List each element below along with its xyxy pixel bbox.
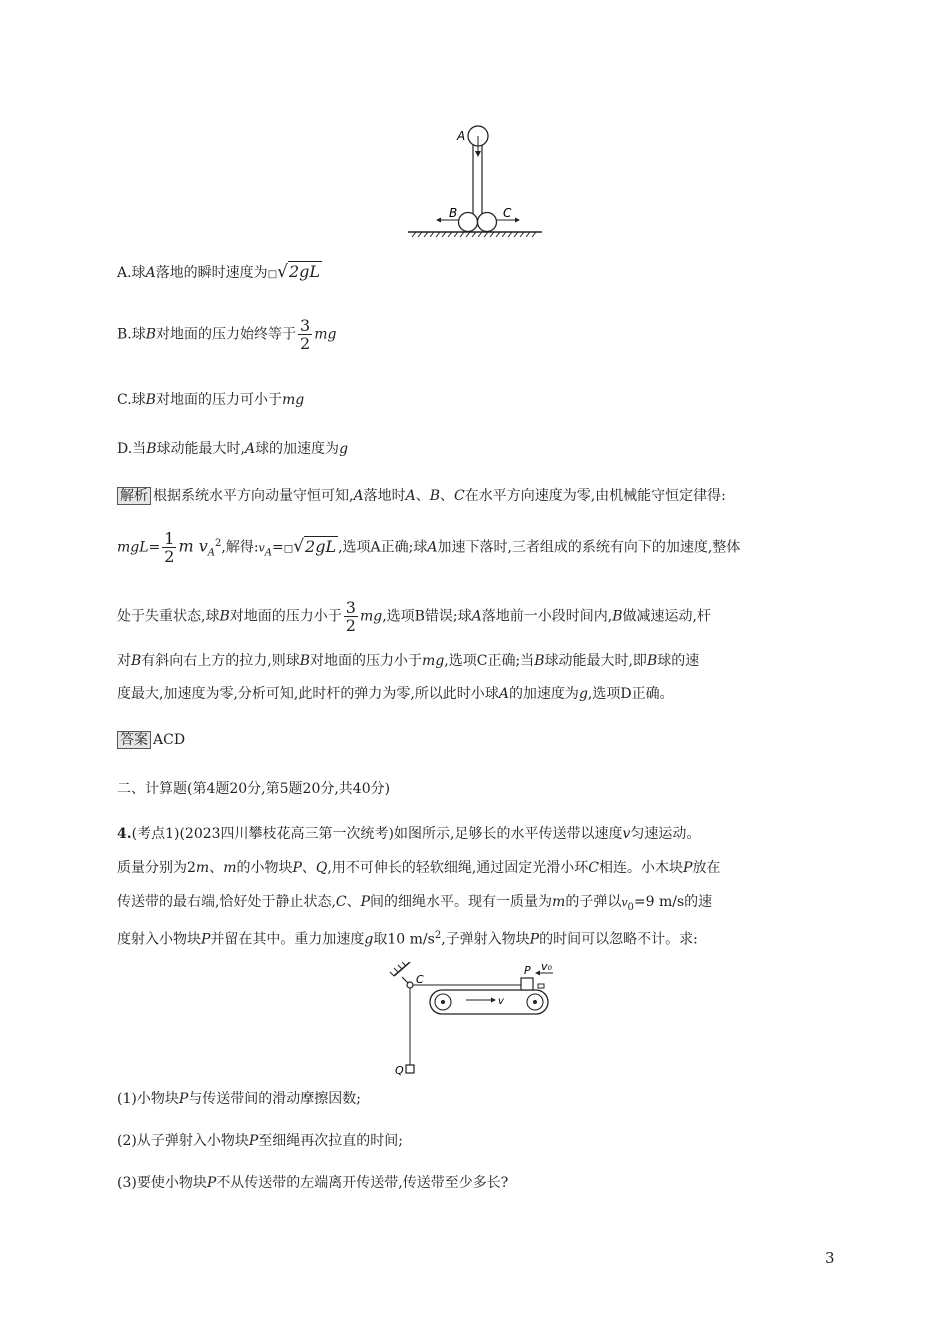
bullet [538, 984, 544, 988]
option-a-radicand: 2gL [288, 262, 321, 281]
label-c: C [503, 206, 512, 220]
page-number: 3 [825, 1249, 835, 1267]
label-b: B [449, 206, 458, 220]
problem4-line-2: 质量分别为2m、m的小物块P、Q,用不可伸长的轻软细绳,通过固定光滑小环C相连。小木块P放在 [117, 860, 721, 876]
analysis-line-4: 对B有斜向右上方的拉力,则球B对地面的压力小于mg,选项C正确;当B球动能最大时,即B球的速 [117, 653, 700, 669]
analysis-line-1: 解析 根据系统水平方向动量守恒可知,A落地时A、B、C在水平方向速度为零,由机械能守恒定律得: [117, 486, 726, 506]
analysis-tag: 解析 [117, 487, 151, 505]
analysis-three-halves-fraction: $\frac{3}{2}$ [345, 598, 356, 635]
option-c: C.球B对地面的压力可小于mg [117, 392, 305, 408]
problem4-number: 4. [117, 826, 132, 842]
ball-c [478, 213, 497, 232]
label-q: Q [395, 1064, 404, 1077]
option-d: D.当B球动能最大时,A球的加速度为g [117, 441, 349, 457]
label-c: C [416, 973, 424, 986]
option-a: A.球A落地的瞬时速度为□√2gL [117, 262, 321, 282]
analysis-line-2: mgL= $\frac{1}{2}$ m $v_A^2$,解得$:v_A=□√2gL$ ,选项A正确;球A加速下落时,三者组成的系统有向下的加速度,整体 [117, 529, 741, 566]
label-p: P [524, 964, 531, 977]
question-2: (2)从子弹射入小物块P至细绳再次拉直的时间; [117, 1133, 403, 1149]
analysis-line-5: 度最大,加速度为零,分析可知,此时杆的弹力为零,所以此时小球A的加速度为g,选项D正确。 [117, 686, 674, 702]
question-3: (3)要使小物块P不从传送带的左端离开传送带,传送带至少多长? [117, 1175, 509, 1191]
figure-conveyor [388, 962, 558, 1087]
problem4-line-1: 4.(考点1)(2023四川攀枝花高三第一次统考)如图所示,足够长的水平传送带以速度v匀速运动。 [117, 826, 701, 842]
block-p [521, 978, 533, 990]
ball-b [459, 213, 478, 232]
answer [117, 730, 185, 750]
label-a: A [457, 129, 466, 143]
question-1: (1)小物块P与传送带间的滑动摩擦因数; [117, 1091, 361, 1107]
label-v: v [498, 996, 504, 1007]
option-b: B.球B对地面的压力始终等于 $\frac{3}{2}$ mg [117, 316, 337, 353]
figure-balls-rods [400, 118, 550, 243]
problem4-line-4: 度射入小物块P并留在其中。重力加速度g取10 $m/s^2$,子弹射入物块P的时间可以忽略不计。求: [117, 930, 698, 948]
analysis-half-fraction: $\frac{1}{2}$ [164, 529, 175, 566]
support-hatching [390, 962, 406, 976]
answer-tag: 答案 [117, 731, 151, 749]
section-heading: 二、计算题(第4题20分,第5题20分,共40分) [117, 781, 391, 797]
label-v0: v₀ [541, 962, 552, 973]
block-q [406, 1065, 414, 1073]
answer-value: ACD [153, 732, 186, 748]
problem4-line-3: 传送带的最右端,恰好处于静止状态,C、P间的细绳水平。现有一质量为m的子弹以$v_0=9$ m/s的速 [117, 894, 713, 913]
analysis-line-3: 处于失重状态,球B对地面的压力小于 $\frac{3}{2}$ mg,选项B错误;球A落地前一小段时间内,B做减速运动,杆 [117, 598, 711, 635]
option-b-fraction: $\frac{3}{2}$ [300, 316, 311, 353]
